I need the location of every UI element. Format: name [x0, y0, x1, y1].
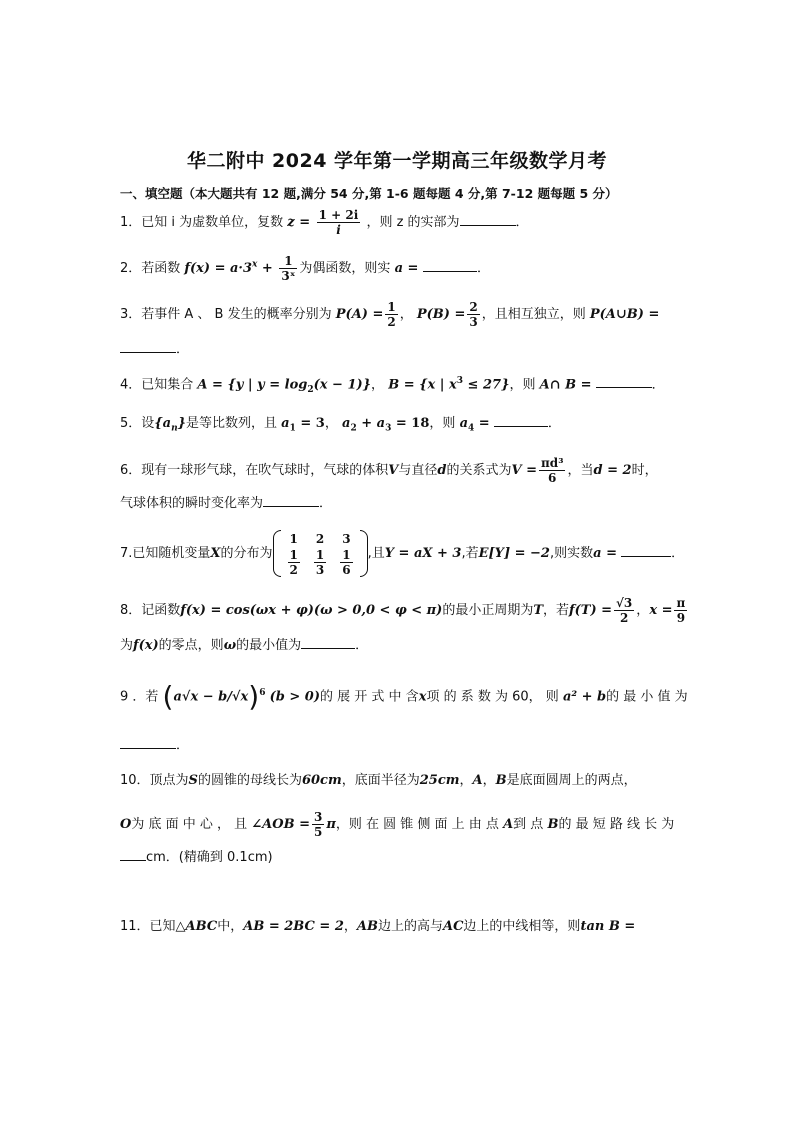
q5-mid1: 是等比数列，且: [186, 416, 278, 431]
q5-mid3: ，则: [429, 416, 456, 431]
answer-blank[interactable]: [120, 848, 146, 861]
q2-post: 为偶函数，则实: [299, 261, 391, 276]
p-num: 1: [315, 548, 325, 562]
question-7: [120, 530, 685, 577]
q5-n: n: [171, 423, 178, 434]
q7-E: E[Y] = −2: [478, 546, 550, 561]
q10-pi: π: [326, 817, 336, 832]
q8-frac1: [614, 596, 634, 625]
matrix-cell: [281, 548, 307, 577]
question-9-line2: [120, 736, 680, 755]
q2-a: a: [394, 261, 403, 276]
q8-l2a: 为: [120, 638, 134, 653]
q8-T: T: [533, 603, 544, 618]
answer-blank[interactable]: [120, 340, 176, 353]
q6-num: πd³: [541, 456, 564, 470]
q9-text: 9 ．若: [120, 689, 159, 705]
q10-l1b: 的圆锥的母线长为: [197, 773, 302, 788]
q2-num: 1: [279, 254, 297, 269]
q1-var: z: [287, 215, 295, 230]
q4-post: ，则: [509, 377, 536, 393]
q7-X: X: [210, 546, 221, 561]
q5-an: {a: [154, 416, 172, 431]
q8-xd: 9: [676, 611, 686, 625]
q5-a2: a: [342, 416, 351, 431]
q9-post: 的 展 开 式 中 含: [320, 689, 419, 705]
q4-text: 4．已知集合: [120, 377, 194, 393]
q6-mid1: 与直径: [398, 463, 438, 478]
q5-close: }: [177, 416, 186, 431]
q2-den: 3ˣ: [281, 269, 296, 283]
q1-eq: =: [294, 215, 315, 230]
q2-text: 2．若函数: [120, 261, 181, 276]
q3-pb: P(B) =: [416, 307, 466, 322]
q4-ab: A∩ B =: [539, 377, 592, 393]
q7-Y: Y = aX + 3: [384, 546, 462, 561]
answer-blank[interactable]: [596, 375, 652, 388]
q4-setA2: (x − 1)}: [313, 377, 372, 393]
q3-d2: 3: [469, 315, 478, 329]
q11-tan: tan B =: [580, 919, 636, 934]
matrix-cell: [333, 548, 359, 577]
q5-s4: 4: [468, 423, 475, 434]
q10-ang: ∠AOB =: [251, 817, 310, 832]
q3-d1: 2: [387, 315, 396, 329]
q3-frac1: [385, 300, 397, 329]
q11-eq: AB = 2BC = 2: [243, 919, 344, 934]
q10-l2c: 到 点: [513, 817, 544, 832]
q7-distribution-matrix: [273, 530, 368, 577]
q10-l2a: 为 底 面 中 心 ， 且: [131, 817, 248, 832]
p-num: 1: [289, 548, 298, 562]
q8-fT: f(T) =: [569, 603, 613, 618]
q5-end: ．: [547, 416, 561, 431]
q5-e2: = 18: [391, 416, 430, 431]
q8-mid2: ，若: [543, 603, 570, 618]
q11-post: 边上的中线相等，则: [463, 919, 581, 934]
q11-mid2: ，: [343, 919, 357, 934]
q10-l1: 10．顶点为: [120, 773, 189, 788]
q5-a4: a: [459, 416, 468, 431]
q9-x: x: [418, 689, 427, 705]
exam-title: 华二附中 2024 学年第一学期高三年级数学月考: [186, 150, 608, 172]
q4-end: ．: [651, 377, 665, 393]
answer-blank[interactable]: [423, 259, 477, 272]
matrix-cell: 1: [289, 532, 298, 546]
q3-text: 3．若事件 A 、 B 发生的概率分别为: [120, 307, 332, 322]
q6-Veq: V =: [511, 463, 538, 478]
q3-end: ．: [176, 342, 190, 357]
question-3: [120, 300, 680, 329]
q6-deq: d = 2: [593, 463, 632, 478]
q10-frac: [312, 810, 324, 839]
answer-blank[interactable]: [494, 414, 548, 427]
q6-den: 6: [548, 471, 557, 485]
q6-mid2: 的关系式为: [446, 463, 512, 478]
q10-l1c: ，底面半径为: [341, 773, 420, 788]
q7-end: ．: [671, 546, 685, 561]
q8-end: ．: [355, 638, 369, 653]
p-num: 1: [342, 548, 351, 562]
question-1: [120, 208, 680, 237]
answer-blank[interactable]: [263, 494, 319, 507]
q9-expr: a√x − b/√x: [173, 689, 249, 705]
q1-text: 1．已知 i 为虚数单位，复数: [120, 215, 284, 230]
q6-line2: 气球体积的瞬时变化率为: [120, 496, 264, 511]
q11-mid3: 边上的高与: [377, 919, 443, 934]
q2-plus: +: [257, 261, 278, 276]
paren-open: (: [162, 679, 174, 713]
q3-pab: P(A∪B) =: [589, 307, 660, 322]
matrix-cell: [307, 548, 333, 577]
q4-sup: 3: [456, 376, 464, 386]
question-9: [120, 679, 688, 713]
p-den: 6: [342, 563, 351, 577]
question-8-line2: [120, 636, 680, 655]
paren-close: ): [248, 679, 260, 713]
q5-s3: 3: [385, 423, 392, 434]
question-10-line3: [120, 848, 680, 867]
q1-fraction: [317, 208, 361, 237]
q10-S: S: [188, 773, 198, 788]
q5-eq: =: [474, 416, 490, 431]
question-2: [120, 254, 680, 283]
left-bracket: [273, 530, 281, 577]
question-6-line2: [120, 494, 680, 513]
p-den: 3: [315, 563, 325, 577]
q9-post2: 项 的 系 数 为 60， 则: [426, 689, 559, 705]
q6-mid3: ，当: [567, 463, 594, 478]
q5-s1: 1: [289, 423, 296, 434]
q10-O: O: [120, 817, 132, 832]
question-10-line2: [120, 810, 680, 839]
p-den: 2: [289, 563, 298, 577]
q7-post: ,则实数: [549, 546, 594, 561]
q6-fraction: [539, 456, 565, 485]
q9-cond: (b > 0): [269, 689, 321, 705]
q8-num: √3: [616, 596, 633, 610]
q5-text: 5．设: [120, 416, 155, 431]
q8-den: 2: [619, 611, 629, 625]
q3-pa: P(A) =: [335, 307, 384, 322]
q10-n: 3: [313, 810, 323, 824]
question-8: [120, 596, 686, 625]
q2-end: ．: [476, 261, 490, 276]
answer-blank[interactable]: [301, 636, 355, 649]
right-bracket: [360, 530, 368, 577]
q3-post: ，且相互独立，则: [481, 307, 586, 322]
q8-f: f(x) = cos(ωx + φ)(ω > 0,0 < φ < π): [180, 603, 443, 618]
q4-setA: A = {y | y = log: [197, 377, 308, 393]
q2-eq: =: [403, 261, 423, 276]
q5-p: + a: [356, 416, 386, 431]
q6-text: 6．现有一球形气球，在吹气球时，气球的体积: [120, 463, 389, 478]
q11-ab: AB: [356, 919, 378, 934]
q8-w: ω: [223, 638, 237, 653]
q4-setB: B = {x | x: [388, 377, 457, 393]
q1-post: ，则 z 的实部为: [366, 215, 460, 230]
q7-a: a =: [593, 546, 617, 561]
question-5: [120, 414, 680, 438]
section-header: 一、填空题（本大题共有 12 题,满分 54 分,第 1-6 题每题 4 分,第 7-12 题每题 5 分）: [120, 186, 618, 201]
matrix-cell: 3: [342, 532, 351, 546]
q2-expr: f(x) = a·3: [184, 261, 253, 276]
q6-end: ．: [319, 496, 333, 511]
q8-fx: f(x): [133, 638, 159, 653]
q9-end: ．: [176, 738, 190, 753]
q10-l1f: 是底面圆周上的两点，: [506, 773, 637, 788]
q2-sup: x: [252, 259, 258, 270]
q5-e1: = 3: [295, 416, 325, 431]
q6-post: 时，: [631, 463, 658, 478]
q10-A2: A: [503, 817, 514, 832]
answer-blank[interactable]: [460, 213, 516, 226]
question-6: [120, 456, 680, 485]
q10-B: B: [495, 773, 507, 788]
question-11: [120, 918, 680, 936]
q5-mid2: ，: [324, 416, 338, 431]
q1-num: 1 + 2i: [318, 208, 359, 222]
q8-mid: 的最小正周期为: [442, 603, 534, 618]
q9-ab: a² + b: [562, 689, 607, 705]
q9-post3: 的 最 小 值 为: [606, 689, 688, 705]
q11-abc: ABC: [185, 919, 218, 934]
q1-den: i: [336, 223, 341, 237]
q7-mid3: ,若: [461, 546, 479, 561]
q10-l2b: ，则 在 圆 锥 侧 面 上 由 点: [335, 817, 499, 832]
q8-x: x =: [649, 603, 673, 618]
q10-l2d: 的 最 短 路 线 长 为: [558, 817, 675, 832]
q2-fraction: [279, 254, 297, 283]
answer-blank[interactable]: [621, 544, 671, 557]
answer-blank[interactable]: [120, 736, 176, 749]
q4-sub: 2: [307, 384, 314, 395]
q5-s2: 2: [350, 423, 357, 434]
q1-end: ．: [515, 215, 529, 230]
q6-V: V: [388, 463, 399, 478]
q6-d: d: [437, 463, 447, 478]
q10-B2: B: [547, 817, 559, 832]
q3-n2: 2: [469, 300, 478, 314]
q5-a1: a: [281, 416, 290, 431]
question-4: [120, 372, 680, 399]
q8-xn: π: [676, 596, 686, 610]
q3-mid: ，: [399, 307, 413, 322]
question-10: [120, 772, 680, 790]
q10-len: 60cm: [301, 773, 342, 788]
q3-frac2: [467, 300, 479, 329]
q11-ac: AC: [442, 919, 464, 934]
q7-matrix-table: [281, 530, 360, 577]
q9-pow: 6: [259, 688, 266, 698]
q8-text: 8．记函数: [120, 603, 181, 618]
q10-r: 25cm: [419, 773, 460, 788]
q4-setB2: ≤ 27}: [463, 377, 510, 393]
q8-frac2: [674, 596, 687, 625]
q10-l1d: ，: [459, 773, 473, 788]
q4-mid: ，: [371, 377, 385, 393]
q7-mid: 的分布为: [220, 546, 273, 561]
q8-l2c: 的最小值为: [236, 638, 302, 653]
q10-d: 5: [313, 825, 323, 839]
q11-mid: 中，: [217, 919, 244, 934]
q7-mid2: ,且: [367, 546, 385, 561]
q7-text: 7.已知随机变量: [120, 546, 211, 561]
matrix-cell: 2: [315, 532, 325, 546]
q3-n1: 1: [387, 300, 396, 314]
q8-mid3: ，: [636, 603, 650, 618]
q8-l2b: 的零点，则: [158, 638, 224, 653]
q10-l1e: ，: [482, 773, 496, 788]
q10-l3: cm．(精确到 0.1cm): [146, 850, 273, 865]
question-3-line2: [120, 340, 680, 359]
q10-A: A: [472, 773, 483, 788]
q11-text: 11．已知△: [120, 919, 186, 934]
